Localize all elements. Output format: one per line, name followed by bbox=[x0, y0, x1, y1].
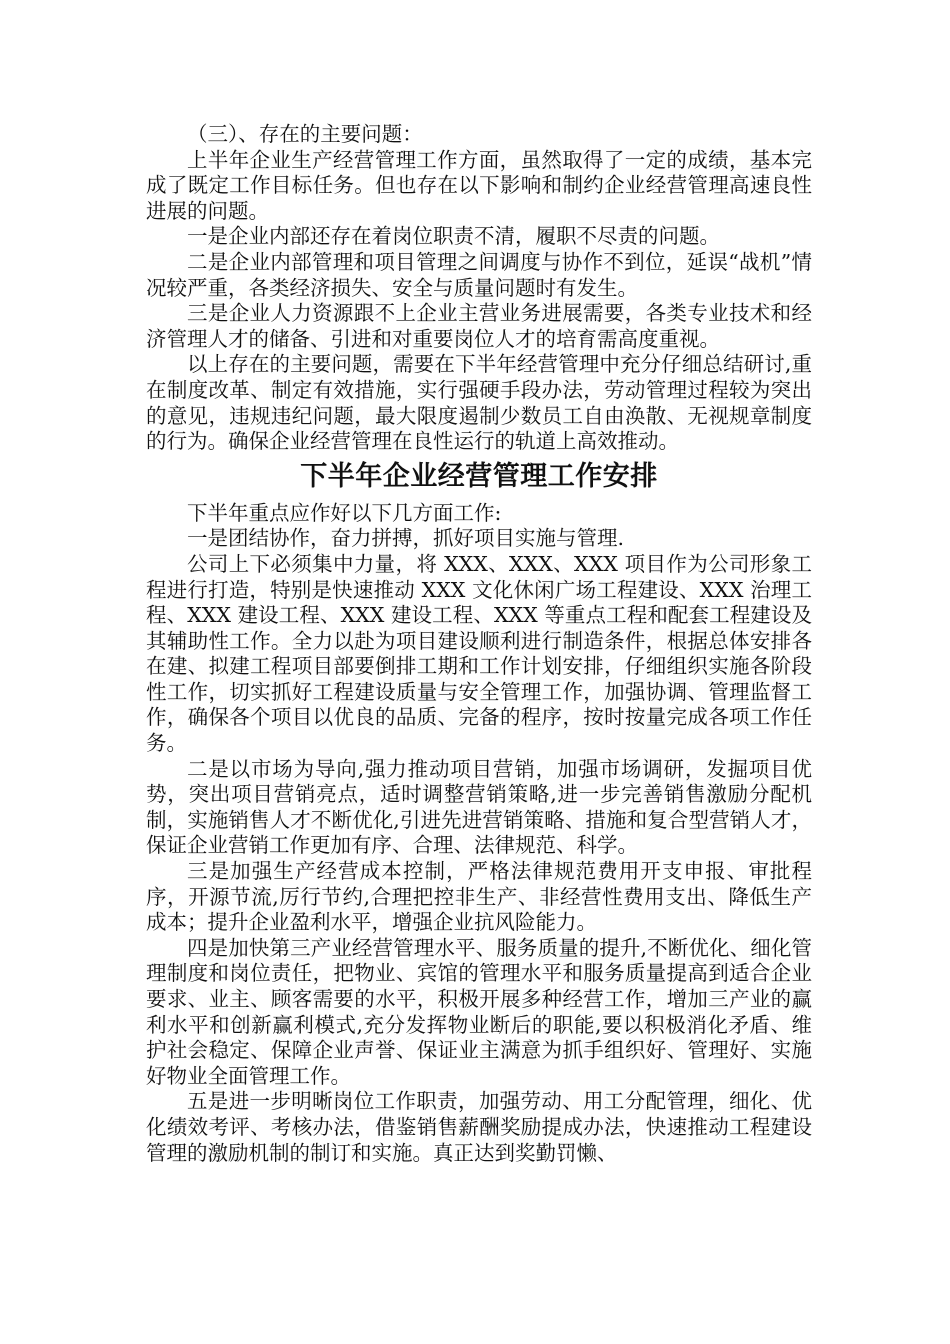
paragraph: 上半年企业生产经营管理工作方面，虽然取得了一定的成绩，基本完成了既定工作目标任务。但也存在以下影响和制约企业经营管理高速良性进展的问题。 bbox=[146, 147, 812, 223]
paragraph: 五是进一步明晰岗位工作职责，加强劳动、用工分配管理，细化、优化绩效考评、考核办法，借鉴销售薪酬奖励提成办法，快速推动工程建设管理的激励机制的制订和实施。真正达到奖勤罚懒、 bbox=[146, 1089, 812, 1165]
paragraph: 一是企业内部还存在着岗位职责不清，履职不尽责的问题。 bbox=[187, 224, 720, 249]
paragraph: 一是团结协作，奋力拼搏，抓好项目实施与管理. bbox=[187, 526, 625, 551]
paragraph: 下半年重点应作好以下几方面工作: bbox=[187, 500, 502, 525]
section-title: 下半年企业经营管理工作安排 bbox=[300, 460, 658, 492]
paragraph: 二是企业内部管理和项目管理之间调度与协作不到位，延误“战机”情况较严重，各类经济损失、安全与质量问题时有发生。 bbox=[146, 249, 812, 300]
paragraph: 三是加强生产经营成本控制，严格法律规范费用开支申报、审批程序，开源节流,厉行节约,合理把控非生产、非经营性费用支出、降低生产成本；提升企业盈利水平，增强企业抗风险能力。 bbox=[146, 859, 812, 935]
paragraph: 四是加快第三产业经营管理水平、服务质量的提升,不断优化、细化管理制度和岗位责任，把物业、宾馆的管理水平和服务质量提高到适合企业要求、业主、顾客需要的水平，积极开展多种经营工作，增加三产业的赢利水平和创新赢利模式,充分发挥物业断后的职能,要以积极消化矛盾、维护社会稳定、保障企业声誉、保证业主满意为抓手组织好、管理好、实施好物业全面管理工作。 bbox=[146, 935, 812, 1088]
paragraph: 二是以市场为导向,强力推动项目营销，加强市场调研，发掘项目优势，突出项目营销亮点，适时调整营销策略,进一步完善销售激励分配机制，实施销售人才不断优化,引进先进营销策略、措施和复合型营销人才，保证企业营销工作更加有序、合理、法律规范、科学。 bbox=[146, 756, 812, 858]
section-heading-problems: （三）、存在的主要问题： bbox=[187, 122, 423, 146]
paragraph: 三是企业人力资源跟不上企业主营业务进展需要，各类专业技术和经济管理人才的储备、引进和对重要岗位人才的培育需高度重视。 bbox=[146, 301, 812, 351]
paragraph: 以上存在的主要问题，需要在下半年经营管理中充分仔细总结研讨,重在制度改革、制定有效措施，实行强硬手段办法，劳动管理过程较为突出的意见，违规违纪问题，最大限度遏制少数员工自由涣散、无视规章制度的行为。确保企业经营管理在良性运行的轨道上高效推动。 bbox=[146, 352, 812, 454]
document-page bbox=[146, 122, 812, 1166]
paragraph: 公司上下必须集中力量，将 XXX、XXX、XXX 项目作为公司形象工程进行打造，特别是快速推动 XXX 文化休闲广场工程建设、XXX 治理工程、XXX 建设工程、XXX 建设工程、XXX 等重点工程和配套工程建设及其辅助性工作。全力以赴为项目建设顺利进行制造条件，根据总体安排各在建、拟建工程项目部要倒排工期和工作计划安排，仔细组织实施各阶段性工作，切实抓好工程建设质量与安全管理工作，加强协调、管理监督工作，确保各个项目以优良的品质、完备的程序，按时按量完成各项工作任务。 bbox=[146, 551, 812, 756]
